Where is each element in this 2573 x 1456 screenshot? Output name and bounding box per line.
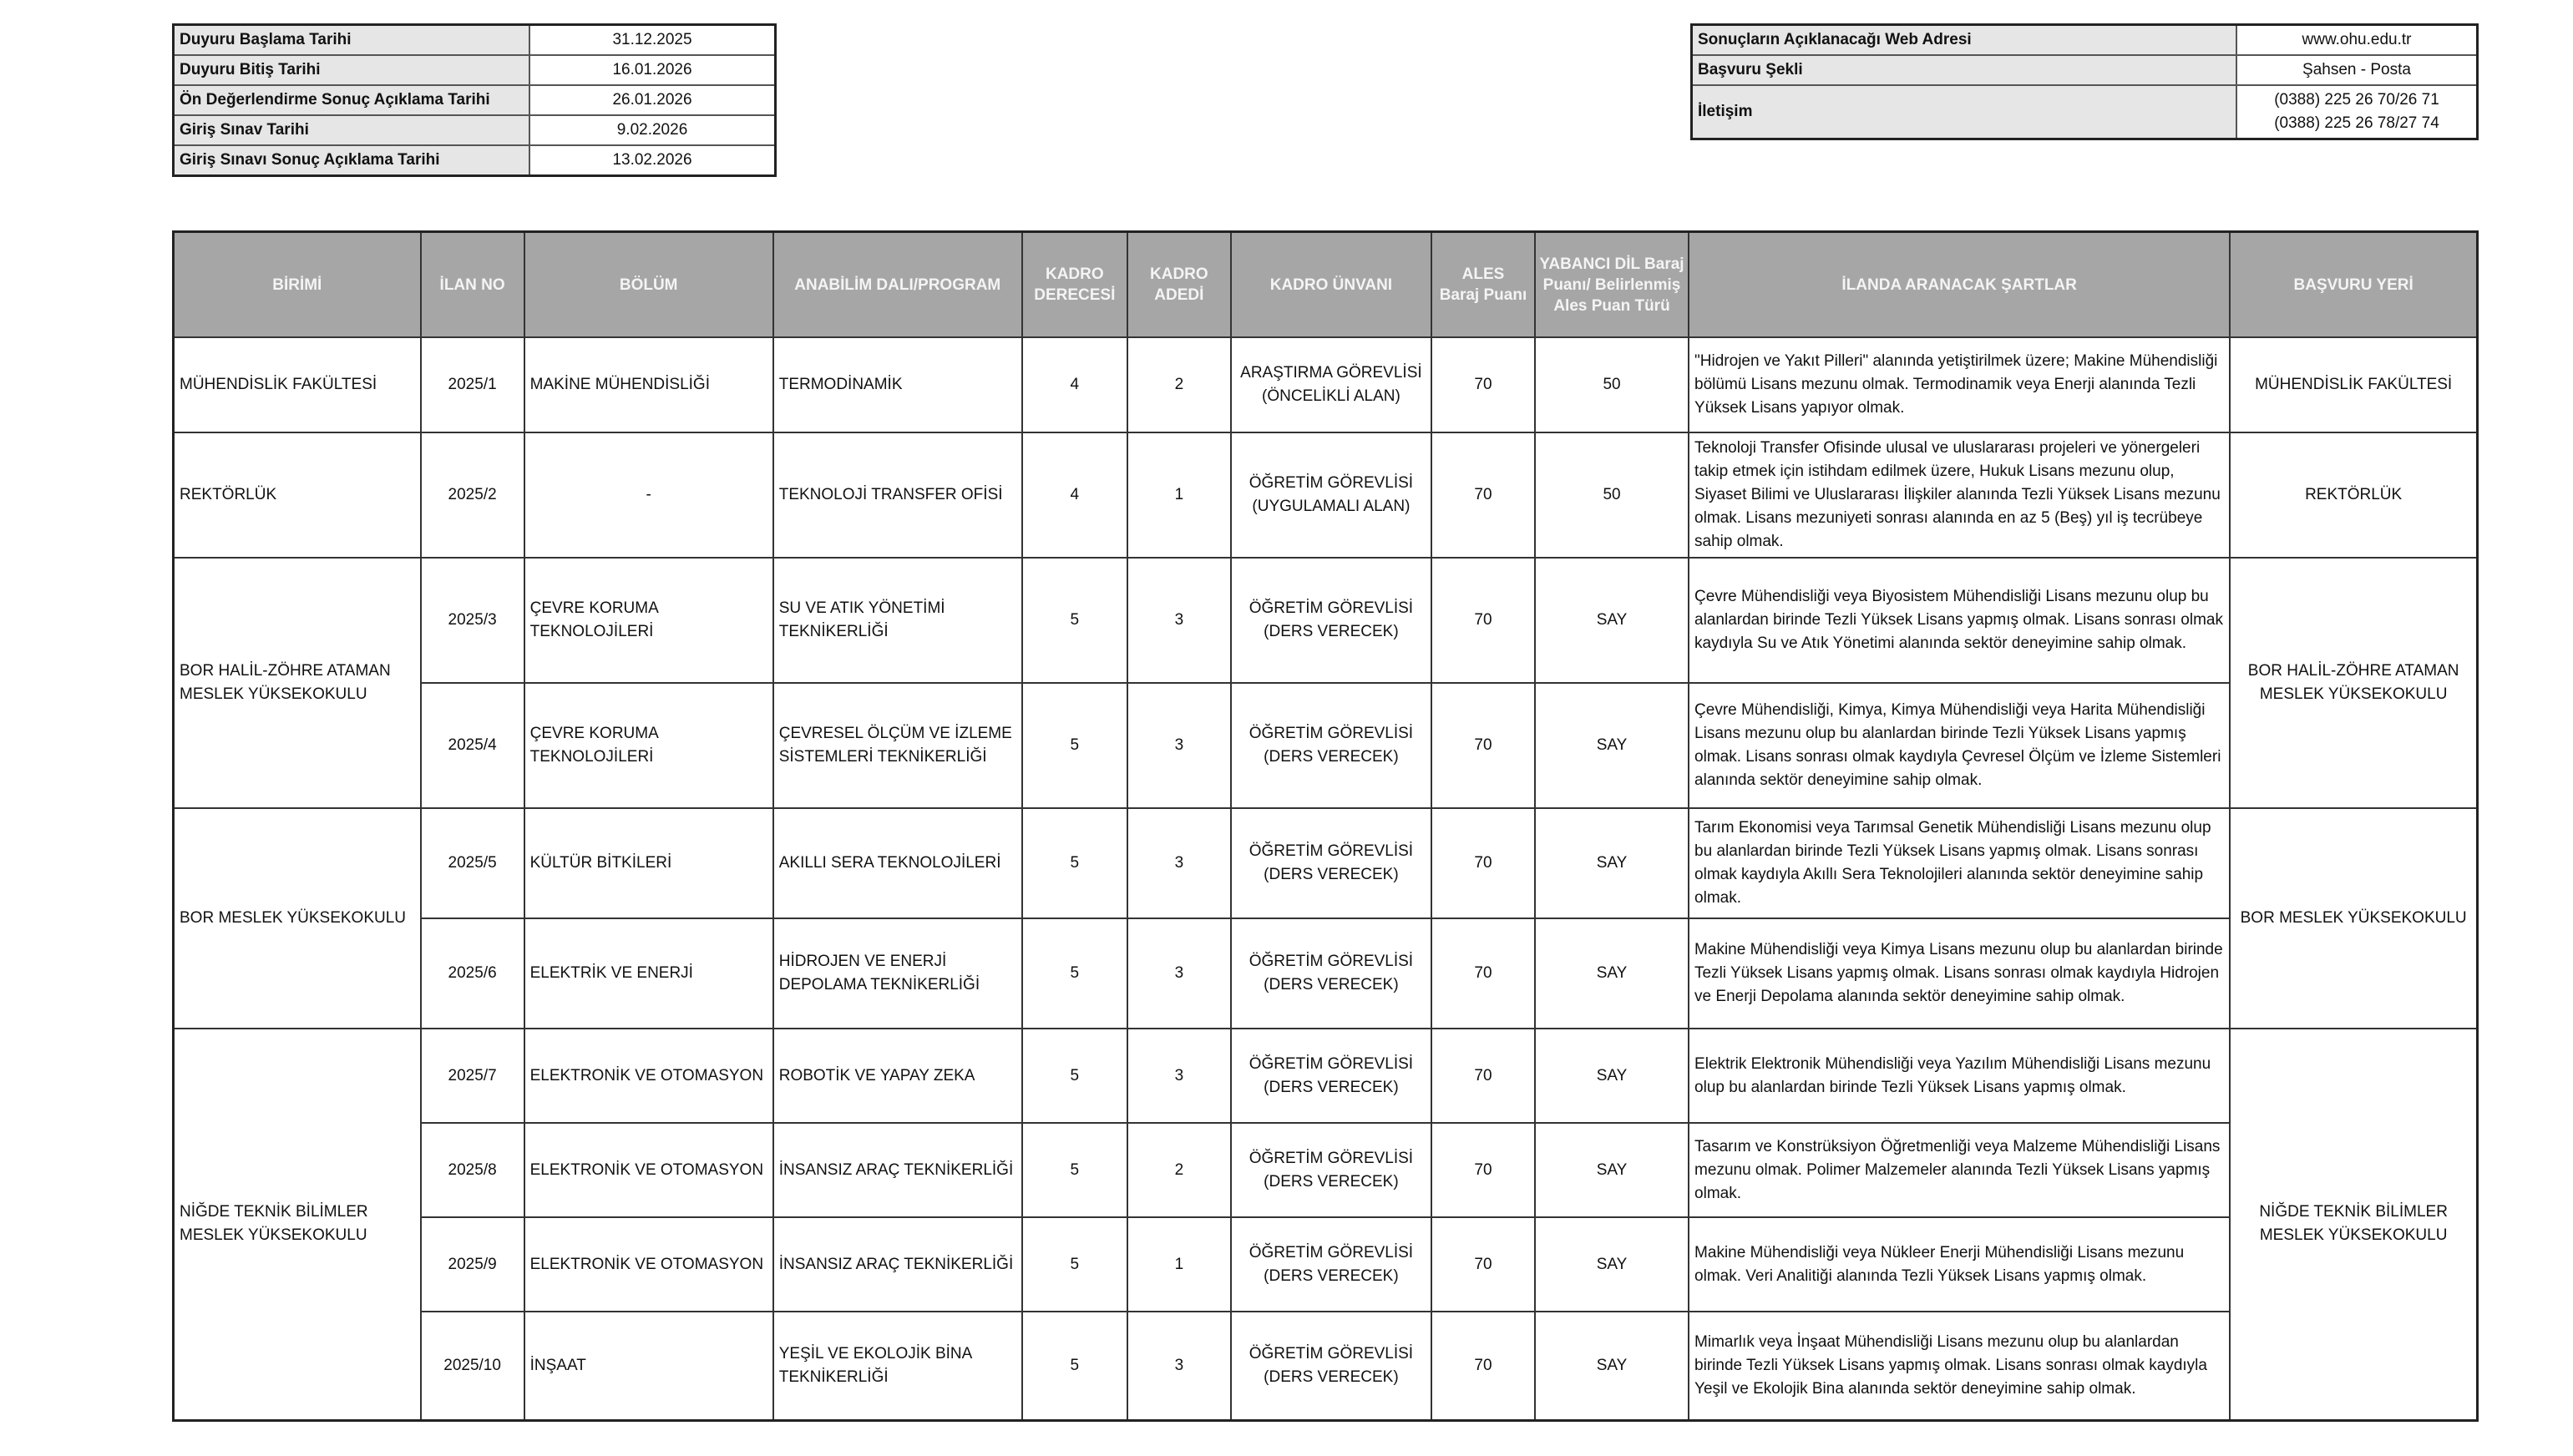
unvan-line: ÖĞRETİM GÖREVLİSİ: [1249, 725, 1414, 742]
kadro-unvani: [1231, 558, 1431, 683]
dil-puani: SAY: [1535, 683, 1689, 808]
col-birim: BİRİMİ: [174, 232, 421, 338]
unvan-line: (DERS VERECEK): [1264, 1172, 1399, 1191]
sartlar: Makine Mühendisliği veya Nükleer Enerji Mühendisliği Lisans mezunu olmak. Veri Analitiği alanında Tezli Yüksek Lisans yapmış olmak.: [1689, 1217, 2230, 1312]
bolum: KÜLTÜR BİTKİLERİ: [524, 808, 773, 918]
kadro-derecesi: 5: [1022, 1029, 1127, 1123]
anabilim: TERMODİNAMİK: [773, 337, 1022, 432]
anabilim: ÇEVRESEL ÖLÇÜM VE İZLEME SİSTEMLERİ TEKNİKERLİĞİ: [773, 683, 1022, 808]
kadro-derecesi: 5: [1022, 808, 1127, 918]
ales-puani: 70: [1431, 918, 1535, 1029]
contact-row: [1692, 55, 2478, 85]
kadro-derecesi: 5: [1022, 918, 1127, 1029]
kadro-unvani: [1231, 432, 1431, 558]
bolum: ÇEVRE KORUMA TEKNOLOJİLERİ: [524, 683, 773, 808]
dil-puani: SAY: [1535, 918, 1689, 1029]
header-line: KADRO: [1150, 265, 1208, 283]
kadro-derecesi: 5: [1022, 1312, 1127, 1420]
unvan-line: ÖĞRETİM GÖREVLİSİ: [1249, 1149, 1414, 1167]
unvan-line: ÖĞRETİM GÖREVLİSİ: [1249, 953, 1414, 970]
anabilim: YEŞİL VE EKOLOJİK BİNA TEKNİKERLİĞİ: [773, 1312, 1022, 1420]
kadro-adedi: 3: [1127, 918, 1231, 1029]
unvan-line: (DERS VERECEK): [1264, 1078, 1399, 1096]
ales-puani: 70: [1431, 432, 1535, 558]
dil-puani: SAY: [1535, 1123, 1689, 1217]
date-value: 9.02.2026: [529, 115, 776, 145]
sartlar: Teknoloji Transfer Ofisinde ulusal ve uluslararası projeleri ve yönergeleri takip etmek için istihdam edilmek üzere, Hukuk Lisans mezunu olup, Siyaset Bilimi ve Uluslararası İlişkiler alanında Tezli Yüksek Lisans mezunu olmak. Lisans mezuniyeti sonrası alanında en az 5 (Beş) yıl iş tecrübeye sahip olmak.: [1689, 432, 2230, 558]
unit-cell: BOR HALİL-ZÖHRE ATAMAN MESLEK YÜKSEKOKULU: [174, 558, 421, 808]
kadro-derecesi: 5: [1022, 558, 1127, 683]
ilan-no: 2025/7: [421, 1029, 524, 1123]
date-row: [174, 25, 776, 56]
unit-cell: REKTÖRLÜK: [174, 432, 421, 558]
web-label: Sonuçların Açıklanacağı Web Adresi: [1692, 25, 2237, 56]
col-kadro-adedi: [1127, 232, 1231, 338]
contact-label: İletişim: [1692, 85, 2237, 139]
table-row: [174, 1312, 2478, 1420]
dil-puani: SAY: [1535, 1029, 1689, 1123]
dil-puani: 50: [1535, 337, 1689, 432]
kadro-unvani: [1231, 1029, 1431, 1123]
sartlar: Mimarlık veya İnşaat Mühendisliği Lisans mezunu olup bu alanlardan birinde Tezli Yüksek Lisans yapmış olmak. Lisans sonrası olmak kaydıyla Yeşil ve Ekolojik Bina alanında sektör deneyimine sahip olmak.: [1689, 1312, 2230, 1420]
anabilim: ROBOTİK VE YAPAY ZEKA: [773, 1029, 1022, 1123]
kadro-adedi: 3: [1127, 808, 1231, 918]
table-row: [174, 558, 2478, 683]
ilan-no: 2025/5: [421, 808, 524, 918]
table-row: [174, 808, 2478, 918]
table-row: [174, 1029, 2478, 1123]
apply-value: Şahsen - Posta: [2236, 55, 2478, 85]
table-row: [174, 1217, 2478, 1312]
bolum: -: [524, 432, 773, 558]
kadro-unvani: [1231, 808, 1431, 918]
ales-puani: 70: [1431, 1029, 1535, 1123]
contact-info-table: [1690, 23, 2479, 140]
unvan-line: (DERS VERECEK): [1264, 976, 1399, 993]
date-value: 13.02.2026: [529, 145, 776, 176]
ales-puani: 70: [1431, 1312, 1535, 1420]
date-value: 16.01.2026: [529, 55, 776, 85]
sartlar: Çevre Mühendisliği veya Biyosistem Mühendisliği Lisans mezunu olup bu alanlardan birinde Tezli Yüksek Lisans yapmış olmak. Lisans sonrası olmak kaydıyla Su ve Atık Yönetimi alanında sektör deneyimine sahip olmak.: [1689, 558, 2230, 683]
ales-puani: 70: [1431, 1123, 1535, 1217]
sartlar: Tarım Ekonomisi veya Tarımsal Genetik Mühendisliği Lisans mezunu olup bu alanlardan birinde Tezli Yüksek Lisans yapmış olmak. Lisans sonrası olmak kaydıyla Akıllı Sera Teknolojileri alanında sektör deneyimine sahip olmak.: [1689, 808, 2230, 918]
anabilim: HİDROJEN VE ENERJİ DEPOLAMA TEKNİKERLİĞİ: [773, 918, 1022, 1029]
bolum: İNŞAAT: [524, 1312, 773, 1420]
kadro-unvani: [1231, 1123, 1431, 1217]
unvan-line: ÖĞRETİM GÖREVLİSİ: [1249, 1054, 1414, 1073]
header-line: ADEDİ: [1154, 286, 1204, 304]
anabilim: TEKNOLOJİ TRANSFER OFİSİ: [773, 432, 1022, 558]
date-row: [174, 85, 776, 115]
header-line: Ales Puan Türü: [1553, 296, 1670, 315]
ilan-no: 2025/1: [421, 337, 524, 432]
ilan-no: 2025/6: [421, 918, 524, 1029]
bolum: ÇEVRE KORUMA TEKNOLOJİLERİ: [524, 558, 773, 683]
unvan-line: ÖĞRETİM GÖREVLİSİ: [1249, 1243, 1414, 1261]
unvan-line: (DERS VERECEK): [1264, 1266, 1399, 1285]
anabilim: SU VE ATIK YÖNETİMİ TEKNİKERLİĞİ: [773, 558, 1022, 683]
bolum: ELEKTRONİK VE OTOMASYON: [524, 1123, 773, 1217]
col-kadro-derecesi: [1022, 232, 1127, 338]
date-label: Giriş Sınav Tarihi: [174, 115, 530, 145]
sartlar: Çevre Mühendisliği, Kimya, Kimya Mühendisliği veya Harita Mühendisliği Lisans mezunu olup bu alanlardan birinde Tezli Yüksek Lisans yapmış olmak. Lisans sonrası olmak kaydıyla Çevresel Ölçüm ve İzleme Sistemleri alanında sektör deneyimine sahip olmak.: [1689, 683, 2230, 808]
date-row: [174, 145, 776, 176]
date-value: 31.12.2025: [529, 25, 776, 56]
col-sartlar: İLANDA ARANACAK ŞARTLAR: [1689, 232, 2230, 338]
col-kadro-unvani: KADRO ÜNVANI: [1231, 232, 1431, 338]
header-line: Puanı/ Belirlenmiş: [1542, 276, 1681, 294]
unit-cell: MÜHENDİSLİK FAKÜLTESİ: [174, 337, 421, 432]
sartlar: Elektrik Elektronik Mühendisliği veya Yazılım Mühendisliği Lisans mezunu olup bu alanlardan birinde Tezli Yüksek Lisans yapmış olmak.: [1689, 1029, 2230, 1123]
anabilim: İNSANSIZ ARAÇ TEKNİKERLİĞİ: [773, 1217, 1022, 1312]
unvan-line: ÖĞRETİM GÖREVLİSİ: [1249, 842, 1414, 860]
contact-row: [1692, 85, 2478, 139]
unvan-line: ARAŞTIRMA GÖREVLİSİ: [1240, 364, 1422, 382]
date-value: 26.01.2026: [529, 85, 776, 115]
table-row: [174, 683, 2478, 808]
col-basvuru-yeri: BAŞVURU YERİ: [2230, 232, 2477, 338]
kadro-unvani: [1231, 1312, 1431, 1420]
ilan-no: 2025/2: [421, 432, 524, 558]
header-line: ALES: [1461, 265, 1505, 283]
bolum: ELEKTRİK VE ENERJİ: [524, 918, 773, 1029]
basvuru-yeri: REKTÖRLÜK: [2230, 432, 2477, 558]
header-line: Baraj Puanı: [1439, 286, 1527, 304]
unit-cell: BOR MESLEK YÜKSEKOKULU: [174, 808, 421, 1029]
anabilim: AKILLI SERA TEKNOLOJİLERİ: [773, 808, 1022, 918]
job-announcements-table: [172, 230, 2479, 1422]
col-ilan-no: İLAN NO: [421, 232, 524, 338]
ales-puani: 70: [1431, 683, 1535, 808]
kadro-unvani: [1231, 918, 1431, 1029]
date-label: Ön Değerlendirme Sonuç Açıklama Tarihi: [174, 85, 530, 115]
phone-values: [2236, 85, 2478, 139]
kadro-derecesi: 5: [1022, 683, 1127, 808]
basvuru-yeri: BOR HALİL-ZÖHRE ATAMAN MESLEK YÜKSEKOKULU: [2230, 558, 2477, 808]
unvan-line: ÖĞRETİM GÖREVLİSİ: [1249, 1344, 1414, 1362]
basvuru-yeri: NİĞDE TEKNİK BİLİMLER MESLEK YÜKSEKOKULU: [2230, 1029, 2477, 1420]
ales-puani: 70: [1431, 1217, 1535, 1312]
col-ales: [1431, 232, 1535, 338]
date-label: Duyuru Bitiş Tarihi: [174, 55, 530, 85]
dil-puani: SAY: [1535, 1217, 1689, 1312]
header-line: DERECESİ: [1034, 286, 1116, 304]
apply-label: Başvuru Şekli: [1692, 55, 2237, 85]
ilan-no: 2025/4: [421, 683, 524, 808]
header-line: YABANCI DİL Baraj: [1539, 255, 1684, 273]
kadro-unvani: [1231, 337, 1431, 432]
table-row: [174, 918, 2478, 1029]
unvan-line: ÖĞRETİM GÖREVLİSİ: [1249, 474, 1414, 492]
ales-puani: 70: [1431, 808, 1535, 918]
basvuru-yeri: MÜHENDİSLİK FAKÜLTESİ: [2230, 337, 2477, 432]
table-row: [174, 1123, 2478, 1217]
announcement-dates-table: [172, 23, 777, 177]
sartlar: Makine Mühendisliği veya Kimya Lisans mezunu olup bu alanlardan birinde Tezli Yüksek Lisans yapmış olmak. Lisans sonrası olmak kaydıyla Hidrojen ve Enerji Depolama alanında sektör deneyimine sahip olmak.: [1689, 918, 2230, 1029]
bolum: ELEKTRONİK VE OTOMASYON: [524, 1217, 773, 1312]
dil-puani: 50: [1535, 432, 1689, 558]
unvan-line: (DERS VERECEK): [1264, 748, 1399, 766]
date-label: Duyuru Başlama Tarihi: [174, 25, 530, 56]
kadro-unvani: [1231, 683, 1431, 808]
date-label: Giriş Sınavı Sonuç Açıklama Tarihi: [174, 145, 530, 176]
contact-row: [1692, 25, 2478, 56]
bolum: MAKİNE MÜHENDİSLİĞİ: [524, 337, 773, 432]
kadro-adedi: 3: [1127, 683, 1231, 808]
col-bolum: BÖLÜM: [524, 232, 773, 338]
kadro-unvani: [1231, 1217, 1431, 1312]
kadro-adedi: 1: [1127, 1217, 1231, 1312]
kadro-adedi: 3: [1127, 558, 1231, 683]
col-yabanci-dil: [1535, 232, 1689, 338]
ales-puani: 70: [1431, 337, 1535, 432]
dil-puani: SAY: [1535, 1312, 1689, 1420]
phone-2: (0388) 225 26 78/27 74: [2274, 114, 2439, 132]
unit-cell: NİĞDE TEKNİK BİLİMLER MESLEK YÜKSEKOKULU: [174, 1029, 421, 1420]
ilan-no: 2025/8: [421, 1123, 524, 1217]
kadro-adedi: 1: [1127, 432, 1231, 558]
unvan-line: (ÖNCELİKLİ ALAN): [1262, 387, 1400, 405]
kadro-adedi: 3: [1127, 1312, 1231, 1420]
kadro-derecesi: 5: [1022, 1123, 1127, 1217]
phone-1: (0388) 225 26 70/26 71: [2274, 91, 2439, 109]
dil-puani: SAY: [1535, 558, 1689, 683]
unvan-line: (DERS VERECEK): [1264, 1368, 1399, 1386]
unvan-line: (UYGULAMALI ALAN): [1252, 498, 1411, 515]
kadro-derecesi: 4: [1022, 337, 1127, 432]
ilan-no: 2025/9: [421, 1217, 524, 1312]
ales-puani: 70: [1431, 558, 1535, 683]
unvan-line: (DERS VERECEK): [1264, 623, 1399, 640]
basvuru-yeri: BOR MESLEK YÜKSEKOKULU: [2230, 808, 2477, 1029]
kadro-adedi: 2: [1127, 337, 1231, 432]
date-row: [174, 55, 776, 85]
date-row: [174, 115, 776, 145]
col-anabilim: ANABİLİM DALI/PROGRAM: [773, 232, 1022, 338]
unvan-line: (DERS VERECEK): [1264, 866, 1399, 883]
web-value: www.ohu.edu.tr: [2236, 25, 2478, 56]
sartlar: "Hidrojen ve Yakıt Pilleri" alanında yetiştirilmek üzere; Makine Mühendisliği bölümü Lisans mezunu olmak. Termodinamik veya Enerji alanında Tezli Yüksek Lisans yapıyor olmak.: [1689, 337, 2230, 432]
table-row: [174, 432, 2478, 558]
kadro-adedi: 2: [1127, 1123, 1231, 1217]
kadro-adedi: 3: [1127, 1029, 1231, 1123]
ilan-no: 2025/10: [421, 1312, 524, 1420]
table-row: [174, 337, 2478, 432]
bolum: ELEKTRONİK VE OTOMASYON: [524, 1029, 773, 1123]
kadro-derecesi: 5: [1022, 1217, 1127, 1312]
sartlar: Tasarım ve Konstrüksiyon Öğretmenliği veya Malzeme Mühendisliği Lisans mezunu olmak. Polimer Malzemeler alanında Tezli Yüksek Lisans yapmış olmak.: [1689, 1123, 2230, 1217]
header-line: KADRO: [1045, 265, 1104, 283]
unvan-line: ÖĞRETİM GÖREVLİSİ: [1249, 599, 1414, 617]
ilan-no: 2025/3: [421, 558, 524, 683]
kadro-derecesi: 4: [1022, 432, 1127, 558]
dil-puani: SAY: [1535, 808, 1689, 918]
table-header: [174, 232, 2478, 338]
anabilim: İNSANSIZ ARAÇ TEKNİKERLİĞİ: [773, 1123, 1022, 1217]
